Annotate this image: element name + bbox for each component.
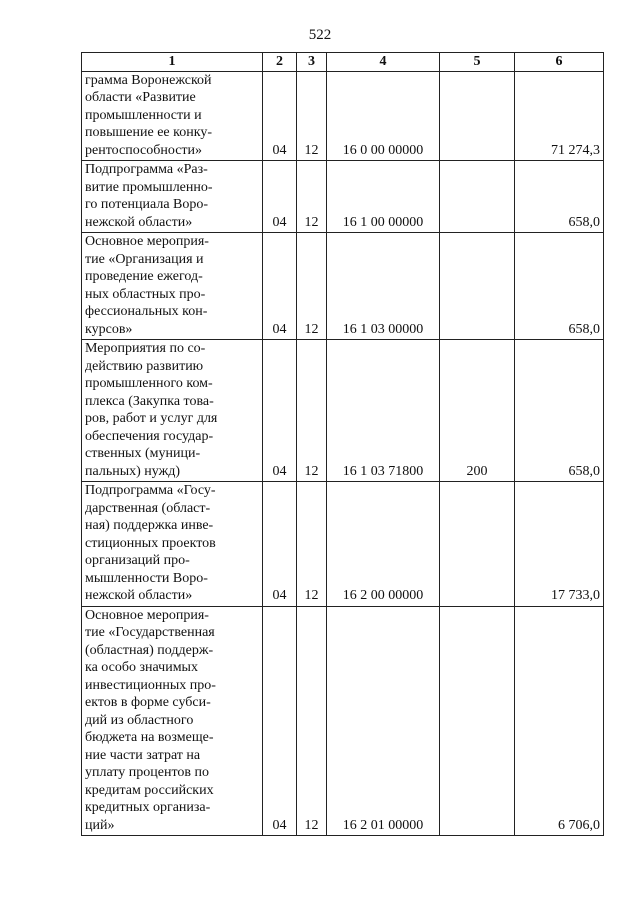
column-header-3: 3 (297, 53, 327, 72)
column-header-5: 5 (440, 53, 515, 72)
column-header-2: 2 (263, 53, 297, 72)
row-name: грамма Воронежской области «Развитие промышленности и повышение ее конку- рентоспособности» (82, 71, 263, 161)
row-name: Подпрограмма «Раз- витие промышленно- го потенциала Воро- нежской области» (82, 161, 263, 233)
page-number: 522 (308, 27, 332, 43)
header-row (82, 53, 604, 72)
row-amount: 658,0 (515, 340, 604, 482)
row-target-code: 16 1 03 71800 (327, 340, 440, 482)
row-subsection: 12 (297, 233, 327, 340)
table-row (82, 161, 604, 233)
row-amount: 71 274,3 (515, 71, 604, 161)
row-name: Основное мероприя- тие «Организация и проведение ежегод- ных областных про- фессиональных кон- курсов» (82, 233, 263, 340)
row-expense-type: 200 (440, 340, 515, 482)
row-target-code: 16 2 01 00000 (327, 606, 440, 836)
column-header-1: 1 (82, 53, 263, 72)
row-target-code: 16 1 00 00000 (327, 161, 440, 233)
row-section: 04 (263, 233, 297, 340)
row-section: 04 (263, 606, 297, 836)
table-row (82, 71, 604, 161)
row-target-code: 16 2 00 00000 (327, 482, 440, 607)
row-amount: 17 733,0 (515, 482, 604, 607)
table-row (82, 233, 604, 340)
row-amount: 658,0 (515, 161, 604, 233)
column-header-6: 6 (515, 53, 604, 72)
row-name: Подпрограмма «Госу- дарственная (област- ная) поддержка инве- стиционных проектов организаций про- мышленности Воро- нежской области» (82, 482, 263, 607)
row-expense-type (440, 71, 515, 161)
column-header-4: 4 (327, 53, 440, 72)
row-expense-type (440, 233, 515, 340)
row-subsection: 12 (297, 71, 327, 161)
row-expense-type (440, 606, 515, 836)
row-expense-type (440, 482, 515, 607)
row-section: 04 (263, 161, 297, 233)
row-name: Мероприятия по со- действию развитию промышленного ком- плекса (Закупка това- ров, работ и услуг для обеспечения государ- ственных (муници- пальных) нужд) (82, 340, 263, 482)
row-section: 04 (263, 340, 297, 482)
row-target-code: 16 1 03 00000 (327, 233, 440, 340)
row-subsection: 12 (297, 606, 327, 836)
row-subsection: 12 (297, 161, 327, 233)
row-section: 04 (263, 71, 297, 161)
row-target-code: 16 0 00 00000 (327, 71, 440, 161)
row-subsection: 12 (297, 340, 327, 482)
row-section: 04 (263, 482, 297, 607)
row-subsection: 12 (297, 482, 327, 607)
row-expense-type (440, 161, 515, 233)
row-amount: 658,0 (515, 233, 604, 340)
row-name: Основное мероприя- тие «Государственная (областная) поддерж- ка особо значимых инвестиционных про- ектов в форме субси- дий из областного бюджета на возмеще- ние части затрат на уплату процентов по кредитам российских кредитных организа- ций» (82, 606, 263, 836)
row-amount: 6 706,0 (515, 606, 604, 836)
table-row (82, 340, 604, 482)
budget-table (81, 52, 604, 836)
table-row (82, 606, 604, 836)
table-row (82, 482, 604, 607)
